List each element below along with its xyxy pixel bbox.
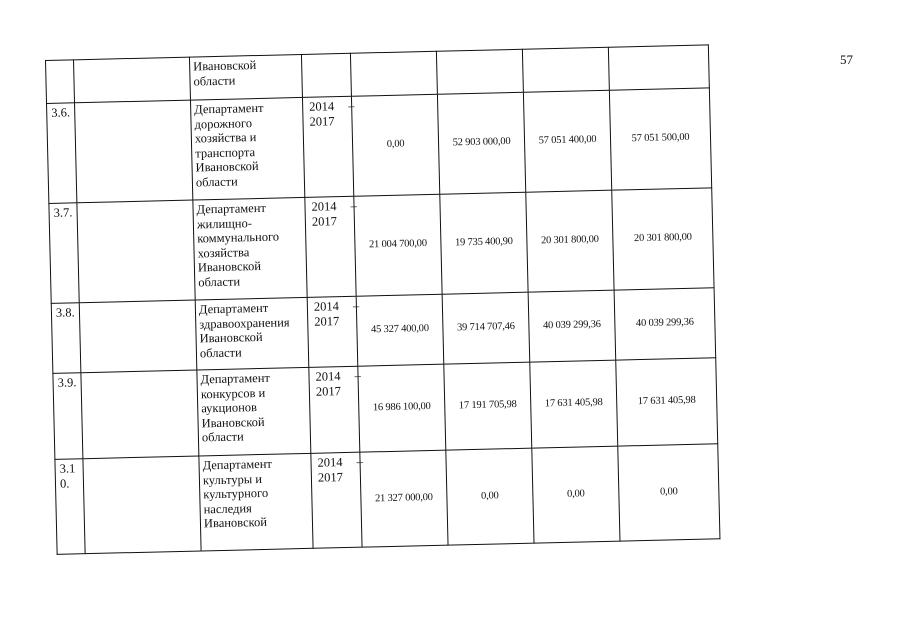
period-cell: [301, 53, 351, 97]
department-cell: [197, 367, 311, 456]
department-cell: [190, 97, 304, 200]
period-end: 2017: [317, 469, 344, 485]
department-cell: [189, 54, 302, 100]
table-row-3-7: [49, 188, 714, 304]
department-line: культурного: [203, 485, 269, 502]
row-number: 3.7.: [49, 203, 79, 304]
period-cell: [305, 196, 356, 297]
period-start: 2014: [315, 369, 341, 384]
period-end: 2017: [311, 213, 338, 229]
amount-cell: 0,00: [532, 446, 620, 543]
period-start: 2014: [313, 299, 340, 314]
amount-cell: 20 301 800,00: [612, 188, 714, 290]
department-line: культуры и: [202, 471, 263, 487]
amount-cell: 17 631 405,98: [616, 358, 718, 446]
period-cell: [311, 452, 362, 548]
amount-cell: [350, 51, 437, 96]
amount-cell: 57 051 400,00: [523, 90, 611, 192]
amount-cell: 0,00: [618, 444, 720, 541]
amount-cell: 20 301 800,00: [526, 190, 614, 292]
amount-cell: 40 039 299,36: [528, 290, 616, 362]
department-line: Ивановской: [197, 258, 262, 275]
empty-cell: [75, 100, 193, 203]
amount-cell: 0,00: [351, 94, 439, 196]
table-row-3-9: [53, 358, 718, 460]
department-line: жилищно-: [196, 215, 253, 231]
period-dash: –: [347, 98, 355, 113]
amount-cell: 0,00: [446, 448, 534, 545]
amount-cell: 21 327 000,00: [360, 450, 448, 547]
empty-cell: [81, 370, 199, 459]
empty-cell: [79, 300, 197, 373]
amount-cell: [522, 47, 609, 92]
department-line: Департамент: [198, 300, 269, 317]
amount-cell: 21 004 700,00: [354, 194, 442, 296]
row-number: 3.6.: [47, 103, 77, 204]
amount-cell: 39 714 707,46: [442, 292, 530, 364]
period-cell: [302, 96, 353, 197]
department-line: Ивановской: [199, 329, 263, 346]
amount-cell: [608, 45, 709, 90]
amount-cell: 16 986 100,00: [358, 364, 446, 452]
department-line: Департамент: [196, 200, 267, 217]
department-line: Департамент: [194, 100, 264, 117]
row-number: 3.9.: [53, 373, 83, 460]
department-line: Ивановской: [201, 414, 265, 430]
department-line: области: [201, 429, 244, 445]
department-line: аукционов: [201, 400, 258, 416]
document-sheet: [45, 44, 738, 600]
period-start: 2014: [317, 455, 343, 470]
period-dash: –: [356, 454, 363, 469]
department-line: конкурсов и: [200, 385, 266, 401]
department-line: Департамент: [202, 456, 273, 473]
department-line: области: [198, 273, 241, 289]
department-cell: [193, 197, 307, 300]
row-number: 3.8.: [51, 303, 81, 374]
department-line: наследия: [203, 500, 252, 516]
page-number: 57: [840, 52, 853, 67]
amount-cell: 52 903 000,00: [437, 92, 525, 194]
department-line: Ивановской: [203, 514, 268, 531]
empty-cell: [77, 200, 195, 303]
department-line: хозяйства и: [194, 130, 257, 146]
budget-table: [45, 44, 720, 555]
amount-cell: 17 191 705,98: [444, 362, 532, 450]
number-cell: [46, 60, 75, 104]
table-row-3-6: [47, 88, 712, 204]
period-start: 2014: [311, 199, 337, 214]
department-line: Ивановской: [195, 158, 259, 175]
period-end: 2017: [315, 383, 342, 399]
period-dash: –: [350, 198, 357, 213]
department-cell: [199, 453, 313, 551]
department-cell: [195, 297, 309, 370]
amount-cell: 19 735 400,90: [440, 192, 528, 294]
period-end: 2017: [314, 313, 340, 329]
empty-cell: [74, 57, 191, 103]
amount-cell: 17 631 405,98: [530, 360, 618, 448]
amount-cell: 40 039 299,36: [614, 288, 716, 360]
row-number: 3.10.: [55, 459, 85, 555]
table-row-3-10: [55, 444, 720, 555]
department-line: Ивановской: [193, 58, 257, 74]
department-line: транспорта: [195, 144, 256, 160]
amount-cell: 45 327 400,00: [356, 294, 444, 366]
department-line: области: [195, 173, 238, 189]
department-line: области: [193, 73, 236, 89]
department-line: области: [199, 344, 242, 360]
department-line: коммунального: [197, 229, 280, 246]
amount-cell: 57 051 500,00: [609, 88, 711, 190]
amount-cell: [436, 49, 523, 94]
department-line: здравоохранения: [199, 314, 290, 331]
empty-cell: [83, 456, 201, 554]
period-start: 2014: [309, 99, 335, 114]
period-dash: –: [352, 298, 360, 313]
department-line: хозяйства: [197, 244, 250, 260]
period-end: 2017: [309, 113, 335, 129]
period-cell: [309, 366, 360, 453]
period-dash: –: [354, 368, 361, 383]
period-cell: [307, 296, 358, 367]
department-line: дорожного: [194, 115, 253, 131]
department-line: Департамент: [200, 370, 271, 387]
